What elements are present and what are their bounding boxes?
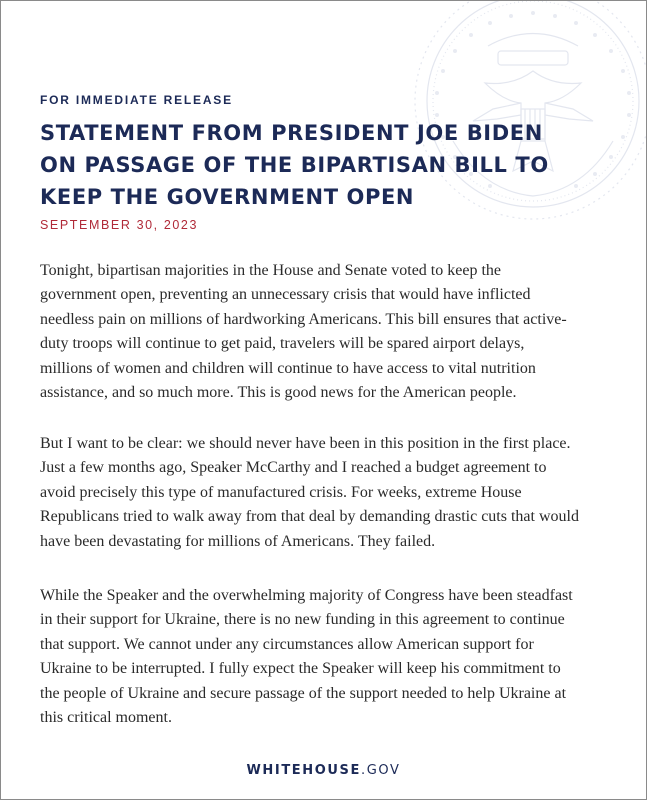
headline-line: STATEMENT FROM PRESIDENT JOE BIDEN [40,121,543,145]
paragraph-line: needless pain on millions of hardworking Americans. This bill ensures that active- [40,310,567,328]
body-paragraph [40,432,620,554]
paragraph-line: Republicans tried to walk away from that deal by demanding drastic cuts that would [40,508,579,526]
paragraph-line: the people of Ukraine and secure passage of the support needed to help Ukraine at [40,684,567,702]
headline-line: KEEP THE GOVERNMENT OPEN [40,185,415,209]
paragraph-line: Ukraine to be interrupted. I fully expect the Speaker will keep his commitment to [40,660,561,678]
paragraph-line: assistance, and so much more. This is good news for the American people. [40,384,517,402]
paragraph-line: millions of women and children will continue to have access to vital nutrition [40,359,536,377]
paragraph-line: that support. We cannot under any circumstances allow American support for [40,635,534,653]
release-date: SEPTEMBER 30, 2023 [40,218,199,232]
headline-line: ON PASSAGE OF THE BIPARTISAN BILL TO [40,153,549,177]
paragraph-line: But I want to be clear: we should never have been in this position in the first place. [40,435,571,452]
paragraph-line: in their support for Ukraine, there is no new funding in this agreement to continue [40,611,565,629]
statement-headline [40,117,600,213]
paragraph-line: Tonight, bipartisan majorities in the House and Senate voted to keep the [40,262,501,279]
paragraph-line: avoid precisely this type of manufactured crisis. For weeks, extreme House [40,483,522,501]
paragraph-line: Just a few months ago, Speaker McCarthy and I reached a budget agreement to [40,459,547,477]
body-paragraph [40,584,620,730]
paragraph-line: have been devastating for millions of Americans. They failed. [40,532,436,550]
paragraph-line: While the Speaker and the overwhelming majority of Congress have been steadfast [40,587,573,604]
release-kicker: FOR IMMEDIATE RELEASE [40,93,233,107]
whitehouse-gov-link[interactable] [40,763,607,778]
footer-site-name: WHITEHOUSE [246,763,362,778]
paragraph-line: duty troops will continue to get paid, travelers will be spared airport delays, [40,335,525,353]
paragraph-line: government open, preventing an unnecessary crisis that would have inflicted [40,286,531,304]
body-paragraph [40,259,620,405]
paragraph-line: this critical moment. [40,709,172,727]
footer-site-tld: .GOV [361,763,401,778]
